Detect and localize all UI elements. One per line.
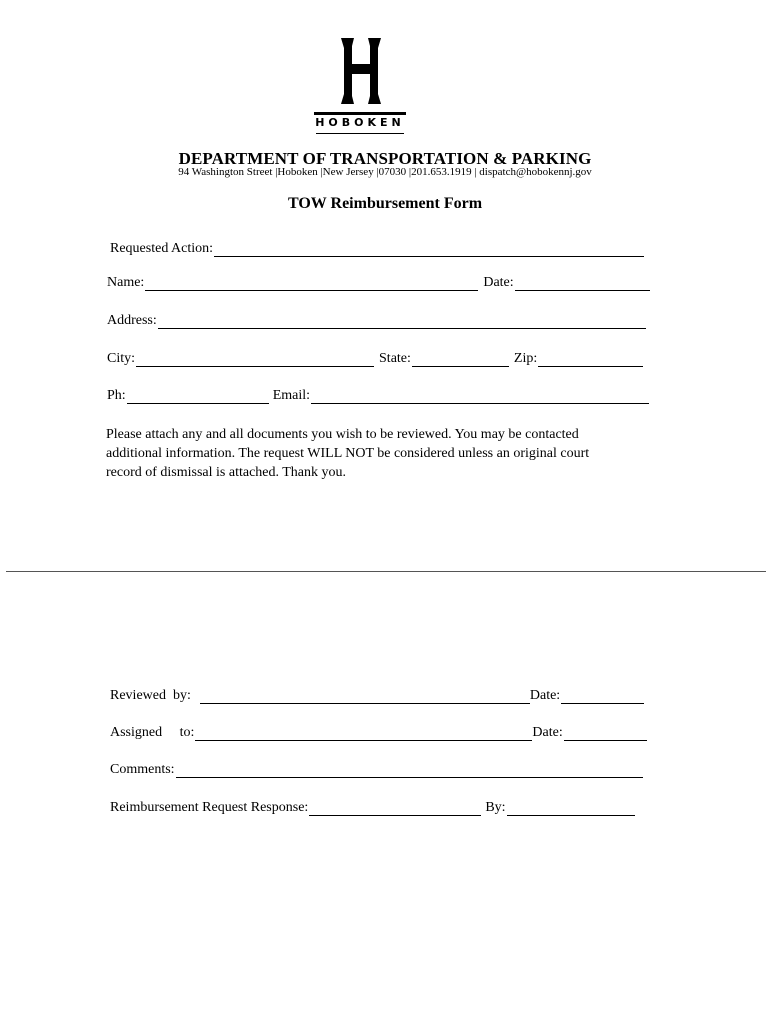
reviewed-date-field[interactable] bbox=[561, 688, 644, 704]
address-label: Address: bbox=[107, 313, 157, 328]
assigned-to-label: Assigned to: bbox=[110, 725, 195, 740]
name-label: Name: bbox=[107, 275, 145, 290]
phone-email-row bbox=[107, 388, 649, 404]
instructions-line: record of dismissal is attached. Thank you. bbox=[106, 465, 347, 480]
response-label: Reimbursement Request Response: bbox=[110, 800, 309, 815]
assigned-to-row bbox=[110, 725, 647, 741]
response-row bbox=[110, 800, 635, 816]
name-date-row bbox=[107, 275, 650, 291]
reviewed-date-label: Date: bbox=[529, 688, 561, 703]
phone-label: Ph: bbox=[107, 388, 126, 403]
comments-field[interactable] bbox=[176, 762, 643, 778]
assigned-date-field[interactable] bbox=[564, 725, 647, 741]
city-state-zip-row bbox=[107, 351, 643, 367]
assigned-to-field[interactable] bbox=[195, 725, 532, 741]
response-field[interactable] bbox=[309, 800, 481, 816]
comments-row bbox=[110, 762, 643, 778]
requested-action-field[interactable] bbox=[214, 241, 644, 257]
address-row bbox=[107, 313, 646, 329]
email-label: Email: bbox=[272, 388, 311, 403]
department-address: 94 Washington Street |Hoboken |New Jersey |07030 |201.653.1919 | dispatch@hobokennj.gov bbox=[178, 166, 592, 178]
requested-action-label: Requested Action: bbox=[110, 241, 214, 256]
reviewed-by-label: Reviewed by: bbox=[110, 688, 191, 703]
logo-wordmark: HOBOKEN bbox=[315, 116, 405, 129]
assigned-date-label: Date: bbox=[532, 725, 563, 740]
address-field[interactable] bbox=[158, 313, 646, 329]
email-field[interactable] bbox=[311, 388, 649, 404]
hoboken-h-icon bbox=[338, 36, 384, 106]
hoboken-logo bbox=[312, 36, 408, 140]
comments-label: Comments: bbox=[110, 762, 175, 777]
state-field[interactable] bbox=[412, 351, 509, 367]
zip-field[interactable] bbox=[538, 351, 643, 367]
instructions-line: Please attach any and all documents you wish to be reviewed. You may be contacted bbox=[106, 427, 579, 442]
state-label: State: bbox=[379, 351, 411, 366]
by-label: By: bbox=[485, 800, 506, 815]
requested-action-row bbox=[110, 241, 644, 257]
zip-label: Zip: bbox=[513, 351, 538, 366]
reviewed-by-row bbox=[110, 688, 644, 704]
logo-top-rule bbox=[314, 112, 406, 115]
date-label: Date: bbox=[483, 275, 514, 290]
logo-bottom-rule bbox=[316, 133, 404, 134]
form-title: TOW Reimbursement Form bbox=[287, 195, 483, 212]
date-field[interactable] bbox=[515, 275, 650, 291]
city-label: City: bbox=[107, 351, 136, 366]
name-field[interactable] bbox=[145, 275, 478, 291]
phone-field[interactable] bbox=[127, 388, 269, 404]
reviewed-by-field[interactable] bbox=[200, 688, 530, 704]
instructions-line: additional information. The request WILL NOT be considered unless an original court bbox=[106, 446, 590, 461]
section-divider bbox=[6, 571, 766, 572]
city-field[interactable] bbox=[136, 351, 374, 367]
department-title: DEPARTMENT OF TRANSPORTATION & PARKING bbox=[178, 149, 592, 168]
instructions-paragraph bbox=[106, 425, 646, 482]
by-field[interactable] bbox=[507, 800, 635, 816]
